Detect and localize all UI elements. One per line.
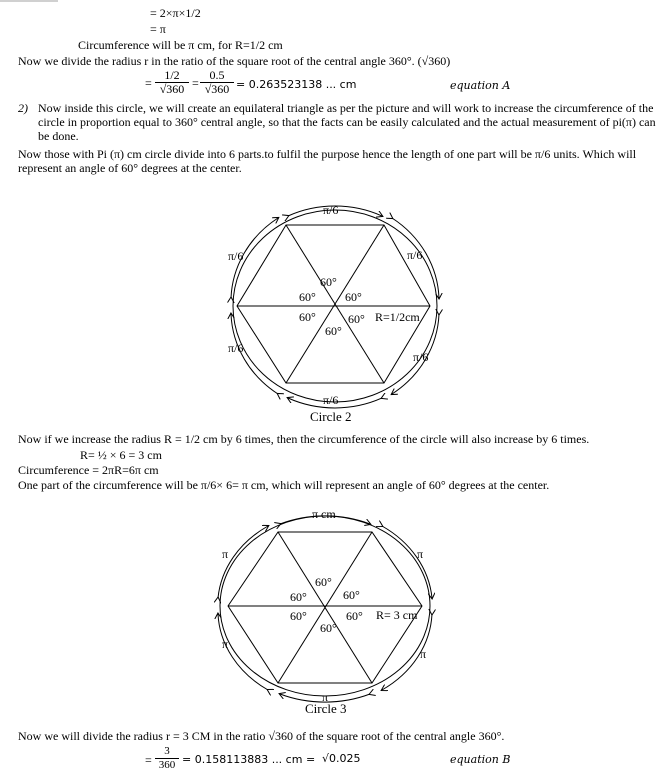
- circle-3-angle-lower-right: 60°: [346, 609, 363, 623]
- circle-3-arc-arrow-top-right: [382, 526, 432, 598]
- circle-2-angle-bottom: 60°: [325, 324, 342, 338]
- circumference-calc-line: Circumference = 2πR=6π cm: [18, 463, 159, 477]
- formula-line-2: = π: [150, 22, 166, 36]
- circle-2-arc-label-bottom-right: π/6: [413, 350, 429, 364]
- equation-a-fraction-1: [155, 69, 189, 96]
- equation-b-equals: =: [145, 753, 152, 767]
- circumference-statement: Circumference will be π cm, for R=1/2 cm: [78, 38, 283, 52]
- circle-3-radius-label: R= 3 cm: [376, 608, 418, 622]
- circle-3-angle-upper-right: 60°: [343, 588, 360, 602]
- equation-b-sqrt: √0.025: [322, 752, 361, 765]
- circle-3-arc-label-bottom-right: π: [420, 647, 427, 661]
- circle-2-angle-top: 60°: [320, 275, 337, 289]
- one-part-statement: One part of the circumference will be π/6× 6= π cm, which will represent an angle of 60° degrees at the center.: [18, 478, 550, 492]
- circle-2-hexagon: [237, 225, 430, 383]
- equation-b-fraction: [155, 745, 179, 772]
- equation-a-fraction-2-numerator: 0.5: [200, 69, 234, 83]
- equation-b-result: = 0.158113883 ... cm =: [182, 753, 316, 766]
- circle-3-angle-top: 60°: [315, 575, 332, 589]
- equation-b-fraction-denominator: 360: [158, 759, 176, 771]
- circle-3-arc-arrow-bottom-left: [218, 614, 268, 690]
- circle-2-arc-label-bottom: π/6: [323, 393, 339, 407]
- equation-a-label: equation A: [450, 79, 511, 92]
- formula-line-1: = 2×π×1/2: [150, 6, 201, 20]
- circle-3-angle-lower-left: 60°: [290, 609, 307, 623]
- equation-a-equals-1: =: [145, 76, 152, 90]
- circle-2-radius-label: R=1/2cm: [375, 310, 420, 324]
- equation-a-result: = 0.263523138 ... cm: [236, 78, 357, 91]
- circle-2-arc-label-top-right: π/6: [407, 248, 423, 262]
- circle-2-arc-label-top-left: π/6: [228, 249, 244, 263]
- divide-six-parts-paragraph: Now those with Pi (π) cm circle divide into 6 parts.to fulfil the purpose hence the length of one part will be π/6 units. Which will represent an angle of 60° degrees at the center.: [18, 147, 637, 175]
- circle-2-arc-label-bottom-left: π/6: [228, 341, 244, 355]
- equation-a-fraction-2-denominator: √360: [204, 82, 230, 96]
- point-2-number: 2): [18, 101, 28, 115]
- equation-b-label: equation B: [450, 753, 511, 766]
- equation-a-fraction-2: [200, 69, 234, 96]
- point-2-text: Now inside this circle, we will create an equilateral triangle as per the picture and will work to increase the circumference of the circle in proportion equal to 360° central angle, so that the facts can be easily calculated and the actual measurement of pi(π) can be done.: [38, 101, 656, 143]
- circle-3-caption: Circle 3: [305, 701, 347, 716]
- circle-3-arc-label-bottom: π: [322, 690, 329, 704]
- equation-a-fraction-1-numerator: 1/2: [155, 69, 189, 83]
- divide-radius-3cm-statement: Now we will divide the radius r = 3 CM in the ratio √360 of the square root of the central angle 360°.: [18, 729, 505, 743]
- circle-2-arc-label-top: π/6: [323, 203, 339, 217]
- equation-a-equals-2: =: [192, 76, 199, 90]
- circle-2-angle-upper-right: 60°: [345, 290, 362, 304]
- circle-3-arc-label-top-right: π: [417, 547, 424, 561]
- circle-3-arc-label-top-left: π: [222, 547, 229, 561]
- circle-2-angle-lower-left: 60°: [299, 310, 316, 324]
- radius-calc-line: R= ½ × 6 = 3 cm: [80, 448, 162, 462]
- circle-3-angle-bottom: 60°: [320, 621, 337, 635]
- equation-b-fraction-numerator: 3: [155, 745, 179, 759]
- circle-3-arc-label-bottom-left: π: [222, 637, 229, 651]
- increase-radius-paragraph: Now if we increase the radius R = 1/2 cm by 6 times, then the circumference of the circle will also increase by 6 times.: [18, 432, 590, 446]
- circle-2-angle-upper-left: 60°: [299, 290, 316, 304]
- circle-2-caption: Circle 2: [310, 409, 352, 424]
- equation-a-fraction-1-denominator: √360: [159, 82, 185, 96]
- divide-radius-statement: Now we divide the radius r in the ratio of the square root of the central angle 360°. (√360): [18, 54, 451, 68]
- circle-2-angle-lower-right: 60°: [348, 312, 365, 326]
- circle-3-arc-label-top: π cm: [312, 507, 336, 521]
- circle-3-arc-arrow-top-left: [218, 526, 268, 598]
- circle-3-diagram: [200, 500, 450, 720]
- top-edge-bar: [0, 0, 58, 2]
- circle-2-diagram: [210, 200, 460, 430]
- circle-3-angle-upper-left: 60°: [290, 590, 307, 604]
